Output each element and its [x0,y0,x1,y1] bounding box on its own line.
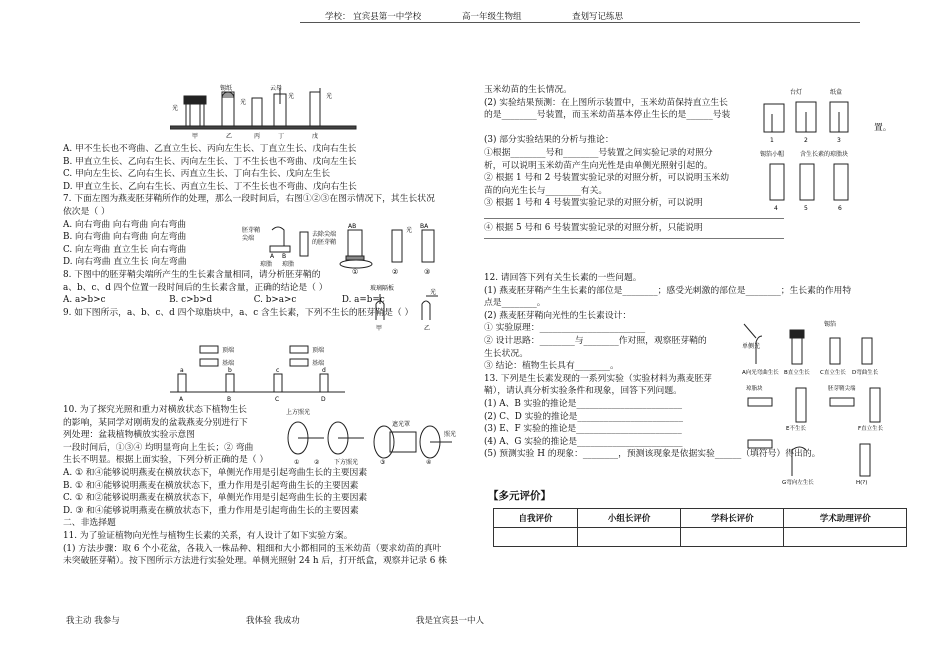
q11-part3-item1-b: 析，可以说明玉米幼苗产生向光性是由单侧光照射引起的。 [484,160,713,171]
footer-mid: 我体验 我成功 [246,616,300,626]
q7-fig-label-6: 去除尖端 [312,231,337,238]
q11-fig-label-1: 纸盒 [830,89,843,96]
evaluation-title: 【多元评价】 [488,490,551,502]
q13-fig-label-8: 胚芽鞘尖端 [828,386,856,392]
q9-stem: 9. 如下图所示，a、b、c、d 四个琼脂块中，a、c 含生长素，下列不生长的胚芽鞘是（ ） [63,307,414,318]
header-group: 高一年级生物组 [462,12,522,22]
q11-part3-item3: ③ 根据 1 号和 4 号装置实验记录的对照分析，可以说明 [484,198,703,209]
evaluation-table [493,508,907,547]
q7-fig-label-5: 琼脂 [282,261,295,268]
fig1-label-6: 甲 [192,133,199,140]
q8-fig-label-3: 乙 [424,325,431,332]
q9-fig-label-0: 顶端 [222,347,235,354]
q13-fig-label-10: G弯向左生长 [782,480,814,486]
q11-part3-item1-a: ①根据________号和________号装置之间实验记录的对照分 [484,147,713,158]
q10-stem-line3: 列处理：盆栽植物横放实验示意图 [63,430,195,441]
q9-fig-label-9: B [227,396,232,403]
q13-stem-line2: 鞘），请认真分析实验条件和现象，回答下列问题。 [484,386,682,397]
q9-fig-label-8: A [179,396,184,403]
q13-part1: (1) A、B 实验的推论是________________________ [484,398,683,409]
q11-cont-line1: 玉米幼苗的生长情况。 [484,85,572,95]
q9-fig-label-3: 基端 [312,360,325,367]
q13-fig-label-9: F直立生长 [858,426,884,432]
q11-fig-label-4: 3 [837,137,841,144]
eval-header-group-leader: 小组长评价 [577,509,680,528]
eval-cell-subject-leader[interactable] [681,528,784,547]
header-school: 学校： 宜宾县第一中学校 [325,12,422,22]
table-row [494,509,907,528]
q9-fig-label-2: 顶端 [312,347,325,354]
q9-fig-label-11: D [321,396,326,403]
q13-part2: (2) C、D 实验的推论是________________________ [484,411,683,422]
table-row [494,528,907,547]
q10-fig-label-7: ④ [426,459,432,466]
fig1-label-8: 丙 [254,133,261,140]
q13-fig-label-7: E不生长 [786,426,806,432]
q11-part3-item2-b: 苗的向光生长与________有关。 [484,185,608,196]
q10-option-b: B. ① 和④能够说明燕麦在横放状态下，重力作用是引起弯曲生长的主要因素 [63,480,359,491]
fig1-label-0: 光 [172,105,179,112]
q11-part2-line1: (2) 实验结果预测：在上图所示装置中，玉米幼苗保持直立生长 [484,97,728,108]
section-2-heading: 二、非选择题 [63,518,116,529]
eval-header-self: 自我评价 [494,509,578,528]
eval-cell-assistant[interactable] [784,528,907,547]
figure-q6-seedlings [170,84,370,140]
fig1-label-1: 锡纸 [220,85,233,92]
q12-part2-title: (2) 燕麦胚芽鞘向光性的生长素设计： [484,310,632,321]
q11-part2-line2: 的是________号装置，而玉米幼苗基本停止生长的是______号装 [484,110,731,121]
q13-fig-label-0: 单侧光 [742,343,761,350]
eval-header-subject-leader: 学科长评价 [681,509,784,528]
q8-fig-label-0: 玻璃隔板 [370,285,395,292]
q13-fig-label-2: A向光弯曲生长 [742,370,779,376]
footer-right: 我是宜宾县一中人 [416,616,485,626]
q11-fig-label-9: 6 [838,205,842,212]
q10-option-d: D. ③ 和④能够说明燕麦在横放状态下，重力作用是引起弯曲生长的主要因素 [63,505,359,516]
q7-option-d: D. 向右弯曲 直立生长 向左弯曲 [63,257,187,268]
q11-fig-label-2: 1 [770,137,774,144]
q6-option-d: D. 甲直立生长、乙向右生长、丙直立生长、丁不生长也不弯曲、戊向右生长 [63,181,357,192]
eval-cell-self[interactable] [494,528,578,547]
q11-fig-label-5: 锡箔小帽 [760,151,785,158]
q10-option-c: C. ① 和②能够说明燕麦在横放状态下，单侧光作用是引起弯曲生长的主要因素 [63,493,368,504]
q10-fig-label-4: ① [294,459,300,466]
q7-fig-label-3: B [282,253,287,260]
q11-stem-line3: 未突破胚芽鞘）。按下图所示方法进行实验处理。单侧光照射 24 h 后，打开纸盒，观察并记录 6 株 [63,556,447,567]
q13-part4: (4) A、G 实验的推论是________________________ [484,436,683,447]
q8-fig-label-1: 光 [430,289,437,296]
q8-fig-label-2: 甲 [376,325,383,332]
q6-option-a: A. 甲不生长也不弯曲、乙直立生长、丙向左生长、丁直立生长、戊向右生长 [63,144,357,154]
eval-cell-group-leader[interactable] [577,528,680,547]
q9-fig-label-1: 基端 [222,360,235,367]
q7-fig-label-10: BA [420,223,429,230]
q9-fig-label-5: b [228,367,232,374]
q7-fig-label-11: ① [352,268,359,276]
q9-fig-label-4: a [180,367,184,374]
q7-fig-label-13: ③ [424,268,431,276]
q11-fig-label-8: 5 [804,205,808,212]
q10-fig-label-2: 下方照光 [334,459,359,466]
q12-part1-b: 点是________。 [484,298,546,309]
q10-stem-line4: 一段时间后，①③④ 均明显弯向上生长；② 弯曲 [63,442,254,453]
eval-header-assistant: 学术助理评价 [784,509,907,528]
q8-option-d: D. a=b=c [341,295,385,306]
q8-option-c: C. b>a>c [253,295,297,306]
q7-fig-label-4: 琼脂 [260,261,273,268]
figure-q10-horizontal-pots [280,406,460,468]
q12-part1-a: (1) 燕麦胚芽鞘产生生长素的部位是________；感受光刺激的部位是________；生长素的作用特 [484,285,852,296]
q7-fig-label-0: 胚芽鞘 [242,227,261,234]
q11-part3-item2-a: ② 根据 1 号和 2 号装置实验记录的对照分析，可以说明玉米幼 [484,173,730,184]
footer-left: 我主动 我参与 [66,616,120,626]
q11-part3-item4: ④ 根据 5 号和 6 号装置实验记录的对照分析，只能说明 [484,222,703,233]
q9-fig-label-7: d [322,367,326,374]
fig1-label-9: 丁 [278,133,285,140]
header-motto: 查划写记练思 [572,12,624,22]
q7-fig-label-7: 的胚芽鞘 [312,239,337,246]
fig1-label-4: 云母 [270,85,283,92]
q11-fig-label-6: 含生长素的琼脂块 [800,151,849,158]
q9-fig-label-6: c [276,367,280,374]
figure-q7-coleoptiles [240,222,470,276]
q11-fig-label-7: 4 [774,205,778,212]
fig1-label-10: 戊 [312,133,319,140]
q7-option-c: C. 向左弯曲 直立生长 向右弯曲 [63,244,187,255]
fig1-label-3: 光 [288,93,295,100]
answer-line [484,238,784,239]
header-rule [300,22,860,23]
q12-part2-item2-b: 生长状况。 [484,348,528,359]
q10-option-a: A. ① 和④能够说明燕麦在横放状态下，单侧光作用是引起弯曲生长的主要因素 [63,467,368,478]
q8-option-b: B. c>b>d [169,295,213,306]
q12-part2-item3: ③ 结论：植物生长具有________。 [484,361,619,372]
q10-stem-line2: 的影响，某同学对刚萌发的盆栽燕麦分别进行下 [63,417,248,428]
figure-q9-agar-blocks [170,342,370,404]
q10-stem-line5: 生长不明显。根据上面实验，下列分析正确的是（ ） [63,455,269,466]
q7-stem-line2: 依次是（ ） [63,206,110,217]
q11-part2-line3: 置。 [874,122,892,133]
figure-q11-setups [760,84,870,214]
fig1-label-2: 光 [240,99,247,106]
q7-fig-label-2: A [270,253,275,260]
q7-stem-line1: 7. 下面左图为燕麦胚芽鞘所作的处理，那么一段时间后，右图①②③在图示情况下，其生长状况 [63,194,435,205]
q12-part2-item1: ① 实验原理：________________________ [484,323,646,334]
q10-fig-label-3: 照光 [444,431,457,438]
q13-fig-label-5: D弯曲生长 [852,370,879,376]
fig1-label-5: 光 [326,93,333,100]
q7-fig-label-9: 光 [406,227,413,234]
q11-fig-label-0: 台灯 [790,89,803,96]
answer-line [484,218,784,219]
q13-part3: (3) E、F 实验的推论是________________________ [484,424,682,435]
q7-option-b: B. 向右弯曲 向右弯曲 向左弯曲 [63,232,187,243]
q10-fig-label-5: ② [314,459,320,466]
figure-q8-glass-plate [368,284,468,334]
q12-part2-item2-a: ② 设计思路：________与________作对照，观察胚芽鞘的 [484,335,707,346]
q6-option-b: B. 甲直立生长、乙向右生长、丙向左生长、丁不生长也不弯曲、戊向左生长 [63,156,357,167]
q10-stem-line1: 10. 为了探究光照和重力对横放状态下植物生长 [63,405,247,415]
fig1-label-7: 乙 [226,133,233,140]
q10-fig-label-0: 上方照光 [286,409,311,416]
q10-fig-label-6: ③ [380,459,386,466]
q8-stem-line1: 8. 下图中的胚芽鞘尖端所产生的生长素含量相同，请分析胚芽鞘的 [63,269,321,280]
q8-stem-line2: a、b、c、d 四个位置一段时间后的生长素含量，正确的结论是（ ） [63,282,328,293]
q13-fig-label-3: B直立生长 [784,370,810,376]
q6-option-c: C. 甲向左生长、乙向右生长、丙直立生长、丁向右生长、戊向左生长 [63,169,331,180]
figure-q13-experiments [742,318,892,486]
q13-fig-label-6: 琼脂块 [746,386,763,392]
q13-part5: (5) 预测实验 H 的现象：________，预测该现象是依据实验______（填符号）得出的。 [484,449,821,460]
q7-fig-label-12: ② [392,268,399,276]
q9-fig-label-10: C [275,396,280,403]
q8-option-a: A. a>b>c [63,295,106,306]
q13-fig-label-1: 锡箔 [824,321,837,328]
q11-stem-line2: (1) 方法步骤：取 6 个小花盆，各栽入一株品种、粗细和大小都相同的玉米幼苗（要求幼苗的真叶 [63,543,442,554]
q7-option-a: A. 向右弯曲 向右弯曲 向右弯曲 [63,219,187,230]
q11-fig-label-3: 2 [804,137,808,144]
q13-fig-label-4: C直立生长 [820,370,846,376]
q11-part3-title: (3) 部分实验结果的分析与推论： [484,135,614,146]
q12-stem: 12. 请回答下列有关生长素的一些问题。 [484,273,642,283]
q11-stem-line1: 11. 为了验证植物向光性与植物生长素的关系，有人设计了如下实验方案。 [63,530,353,541]
q7-fig-label-8: AB [348,223,357,230]
q7-fig-label-1: 尖端 [242,235,255,242]
q13-stem-line1: 13. 下列是生长素发现的一系列实验（实验材料为燕麦胚芽 [484,373,712,384]
q13-fig-label-11: H(?) [856,480,868,486]
q10-fig-label-1: 遮光罩 [392,421,411,428]
